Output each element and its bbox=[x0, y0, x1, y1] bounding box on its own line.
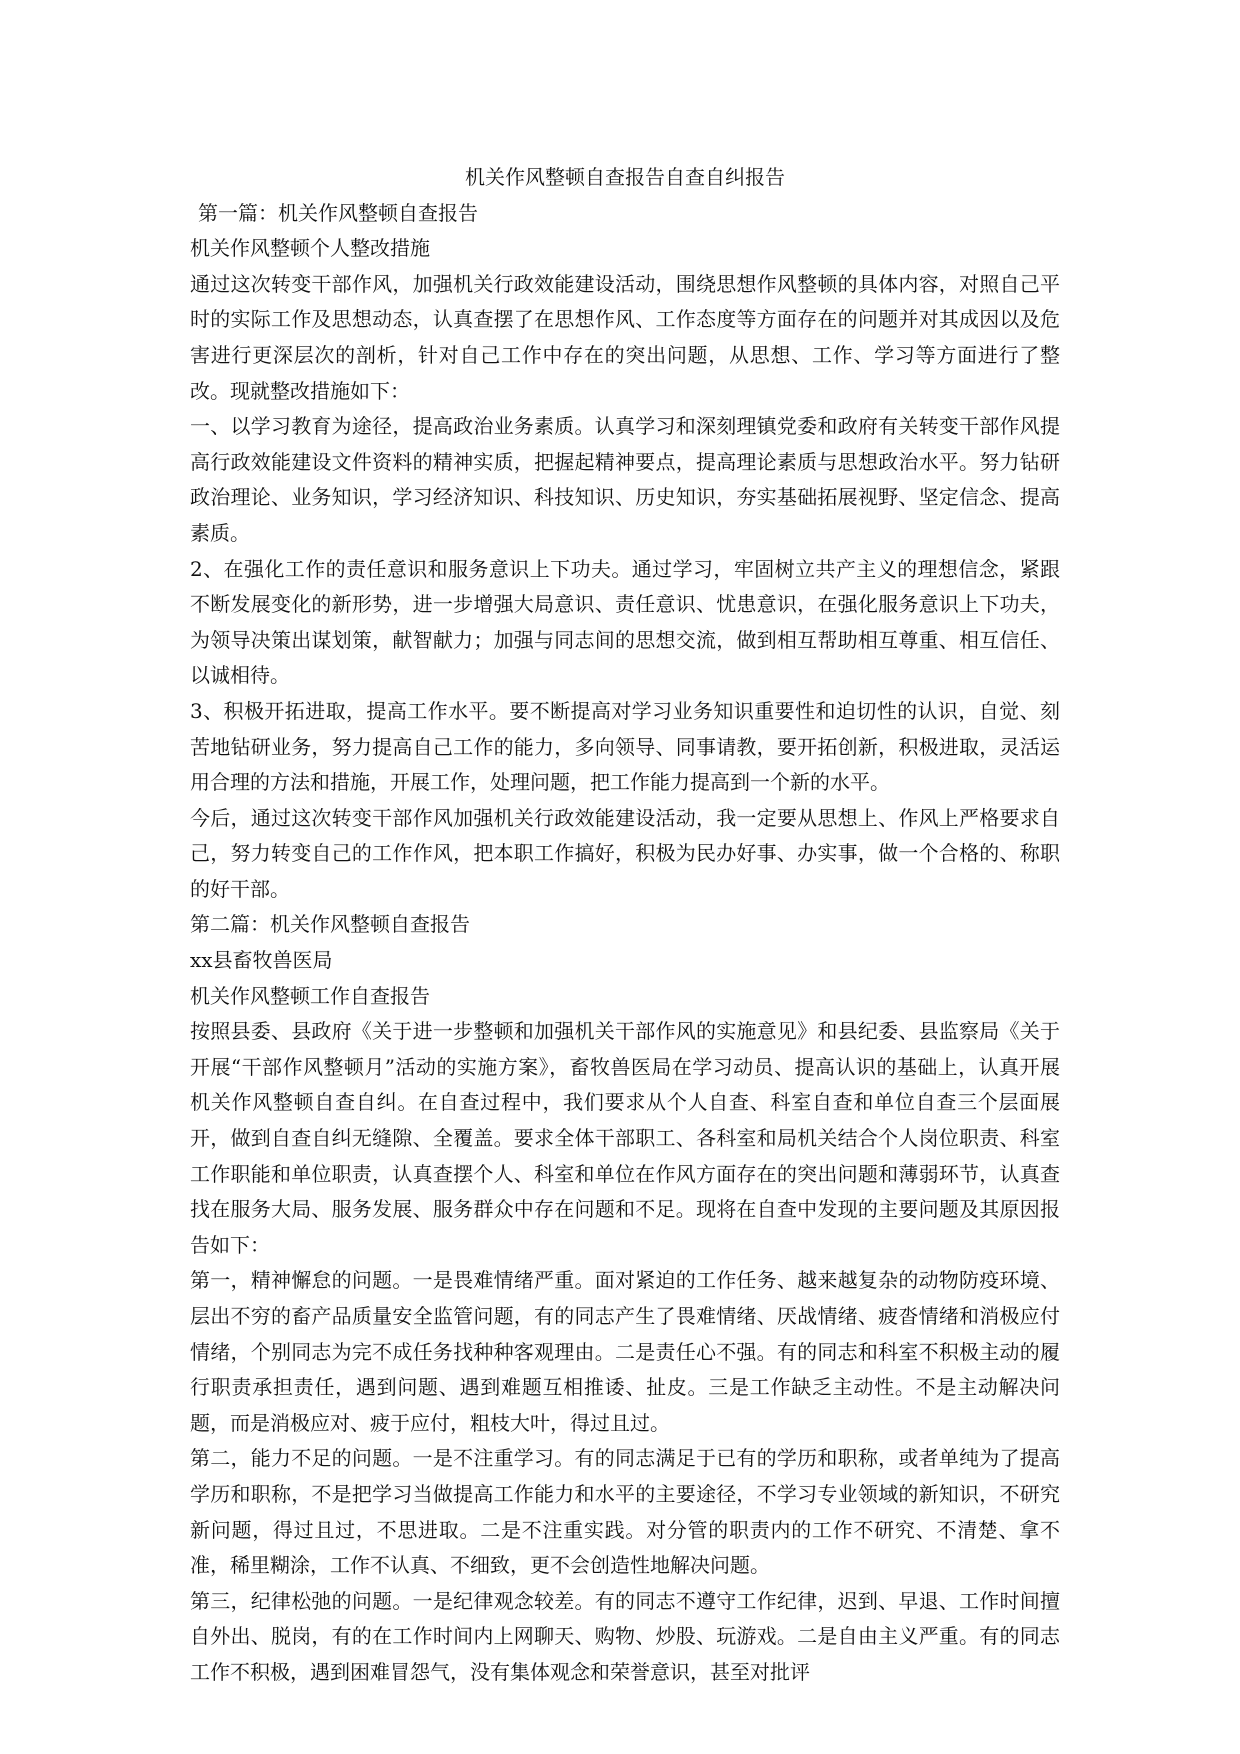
subheading-1: 机关作风整顿个人整改措施 bbox=[190, 236, 430, 261]
paragraph: 一、以学习教育为途径，提高政治业务素质。认真学习和深刻理镇党委和政府有关转变干部作风提高行政效能建设文件资料的精神实质，把握起精神要点，提高理论素质与思想政治水平。努力钻研政治理论、业务知识，学习经济知识、科技知识、历史知识，夯实基础拓展视野、坚定信念、提高素质。 bbox=[190, 414, 1060, 545]
paragraph: 今后，通过这次转变干部作风加强机关行政效能建设活动，我一定要从思想上、作风上严格要求自己，努力转变自己的工作作风，把本职工作搞好，积极为民办好事、办实事，做一个合格的、称职的好干部。 bbox=[190, 805, 1060, 901]
document-title: 机关作风整顿自查报告自查自纠报告 bbox=[465, 165, 785, 189]
section-heading-1: 第一篇：机关作风整顿自查报告 bbox=[198, 200, 478, 225]
paragraph: 按照县委、县政府《关于进一步整顿和加强机关干部作风的实施意见》和县纪委、县监察局《关于开展“干部作风整顿月”活动的实施方案》，畜牧兽医局在学习动员、提高认识的基础上，认真开展机关作风整顿自查自纠。在自查过程中，我们要求从个人自查、科室自查和单位自查三个层面展开，做到自查自纠无缝隙、全覆盖。要求全体干部职工、各科室和局机关结合个人岗位职责、科室工作职能和单位职责，认真查摆个人、科室和单位在作风方面存在的突出问题和薄弱环节，认真查找在服务大局、服务发展、服务群众中存在问题和不足。现将在自查中发现的主要问题及其原因报告如下： bbox=[190, 1019, 1060, 1257]
subheading-2: 机关作风整顿工作自查报告 bbox=[190, 983, 430, 1008]
paragraph: 通过这次转变干部作风，加强机关行政效能建设活动，围绕思想作风整顿的具体内容，对照自己平时的实际工作及思想动态，认真查摆了在思想作风、工作态度等方面存在的问题并对其成因以及危害进行更深层次的剖析，针对自己工作中存在的突出问题，从思想、工作、学习等方面进行了整改。现就整改措施如下： bbox=[190, 271, 1060, 403]
paragraph: 第二，能力不足的问题。一是不注重学习。有的同志满足于已有的学历和职称，或者单纯为了提高学历和职称，不是把学习当做提高工作能力和水平的主要途径，不学习专业领域的新知识，不研究新问题，得过且过，不思进取。二是不注重实践。对分管的职责内的工作不研究、不清楚、拿不准，稀里糊涂，工作不认真、不细致，更不会创造性地解决问题。 bbox=[190, 1446, 1060, 1578]
organization-name: xx县畜牧兽医局 bbox=[190, 948, 333, 973]
paragraph: 2、在强化工作的责任意识和服务意识上下功夫。通过学习，牢固树立共产主义的理想信念，紧跟不断发展变化的新形势，进一步增强大局意识、责任意识、忧患意识，在强化服务意识上下功夫，为领导决策出谋划策，献智献力；加强与同志间的思想交流，做到相互帮助相互尊重、相互信任、以诚相待。 bbox=[190, 556, 1060, 688]
paragraph: 3、积极开拓进取，提高工作水平。要不断提高对学习业务知识重要性和迫切性的认识，自觉、刻苦地钻研业务，努力提高自己工作的能力，多向领导、同事请教，要开拓创新，积极进取，灵活运用合理的方法和措施，开展工作，处理问题，把工作能力提高到一个新的水平。 bbox=[190, 698, 1060, 795]
document-body bbox=[190, 160, 1060, 1691]
paragraph: 第一，精神懈怠的问题。一是畏难情绪严重。面对紧迫的工作任务、越来越复杂的动物防疫环境、层出不穷的畜产品质量安全监管问题，有的同志产生了畏难情绪、厌战情绪、疲沓情绪和消极应付情绪，个别同志为完不成任务找种种客观理由。二是责任心不强。有的同志和科室不积极主动的履行职责承担责任，遇到问题、遇到难题互相推诿、扯皮。三是工作缺乏主动性。不是主动解决问题，而是消极应对、疲于应付，粗枝大叶，得过且过。 bbox=[190, 1268, 1060, 1435]
paragraph: 第三，纪律松弛的问题。一是纪律观念较差。有的同志不遵守工作纪律，迟到、早退、工作时间擅自外出、脱岗，有的在工作时间内上网聊天、购物、炒股、玩游戏。二是自由主义严重。有的同志工作不积极，遇到困难冒怨气，没有集体观念和荣誉意识，甚至对批评 bbox=[190, 1588, 1060, 1684]
section-heading-2: 第二篇：机关作风整顿自查报告 bbox=[190, 912, 470, 937]
